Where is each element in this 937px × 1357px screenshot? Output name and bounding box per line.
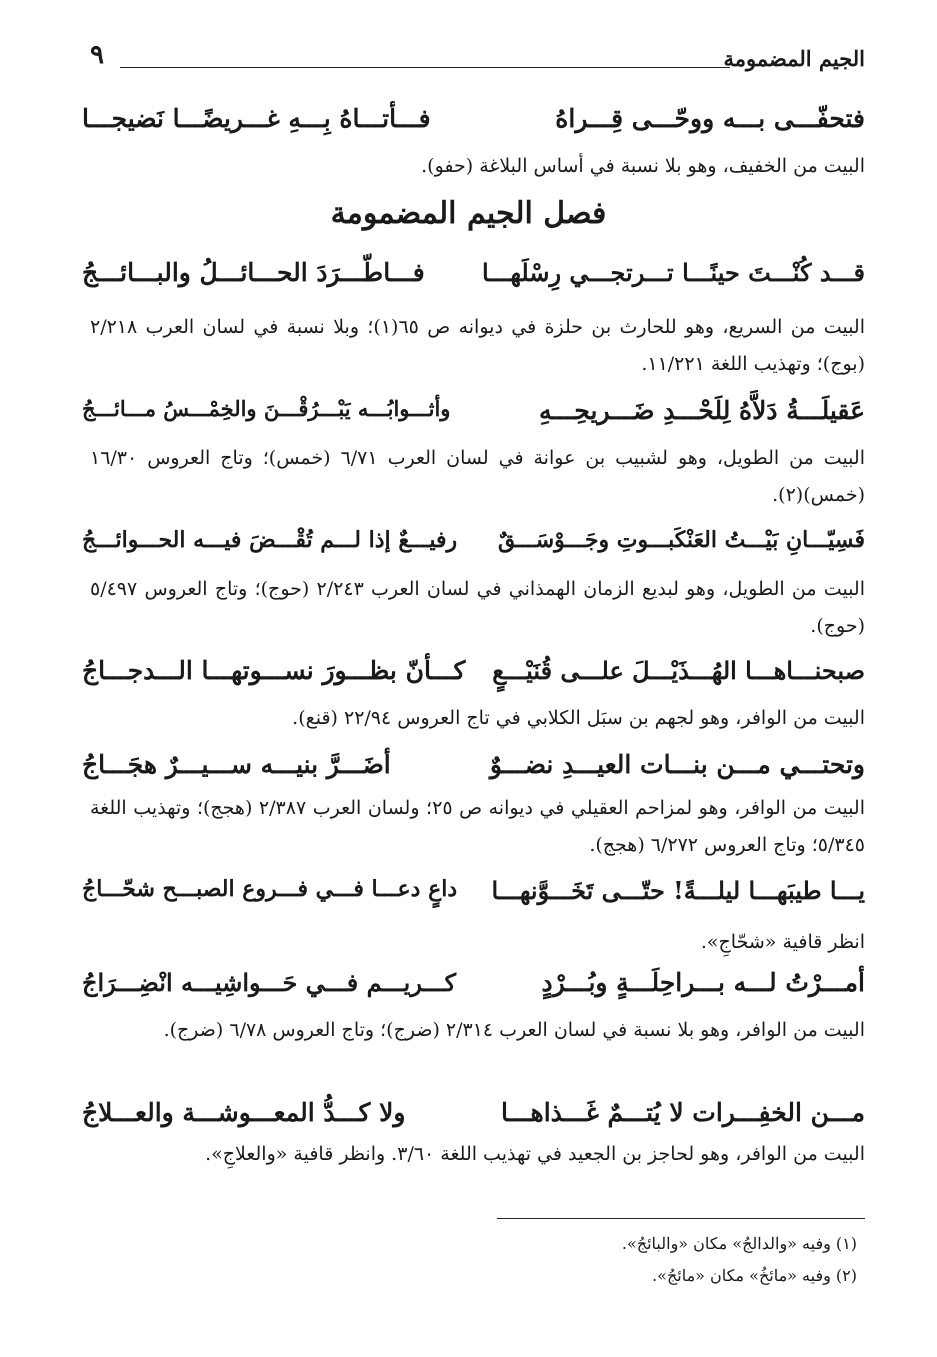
- verse-line: [82, 258, 865, 304]
- verse-line: [82, 396, 865, 442]
- second-hemistich: ولا كـــدُّ المعـــوشـــة والعـــلاجُ: [82, 1098, 406, 1127]
- first-hemistich: عَقيلَـــةُ دَلاَّهُ لِلَحْـــدِ ضَـــريحِـــهِ: [539, 396, 865, 425]
- first-hemistich: فتحفّـــى بـــه ووحّـــى قِـــراهُ: [555, 104, 865, 133]
- verse-note: البيت من الطويل، وهو لبديع الزمان الهمذاني في لسان العرب ٢/٢٤٣ (حوج)؛ وتاج العروس ٥/٤٩٧ (حوج).: [90, 578, 865, 637]
- verse-line: [82, 656, 865, 702]
- first-hemistich: مـــن الخفِـــرات لا يُتـــمٌ غَـــذاهـــا: [500, 1098, 865, 1127]
- first-hemistich: فَسِيّـــانِ بَيْـــتُ العَنْكَبـــوتِ وجَـــوْسَـــقٌ: [498, 527, 865, 553]
- second-hemistich: أضَـــرَّ بنيـــه ســـيـــرٌ هجَـــاجُ: [82, 750, 391, 779]
- first-hemistich: وتحتـــي مـــن بنـــات العيـــدِ نضـــوٌ: [489, 750, 865, 779]
- first-hemistich: أمـــرْتُ لـــه بـــراحِلَـــةٍ وبُـــرْدٍ: [541, 968, 865, 997]
- page-number: ٩: [90, 40, 104, 70]
- header-rule: [120, 67, 730, 68]
- footnote: (١) وفيه «والدالجُ» مكان «والبائجُ».: [621, 1234, 857, 1253]
- verse-note: البيت من السريع، وهو للحارث بن حلزة في ديوانه ص ٦٥(١)؛ وبلا نسبة في لسان العرب ٢/٢١٨ (بوج)؛ وتهذيب اللغة ١١/٢٢١.: [90, 316, 866, 375]
- second-hemistich: فـــاطّـــرَدَ الحـــائـــلُ والبـــائـــجُ: [82, 258, 425, 287]
- verse-line: [82, 527, 865, 573]
- first-hemistich: صبحنـــاهـــا الهُـــذَيْـــلَ علـــى قُنَيْـــعٍ: [492, 656, 865, 685]
- verse-line: [82, 968, 865, 1014]
- verse-note: انظر قافية «شحّاجِ».: [700, 931, 865, 953]
- verse-note: البيت من الوافر، وهو بلا نسبة في لسان العرب ٢/٣١٤ (ضرج)؛ وتاج العروس ٦/٧٨ (ضرج).: [163, 1019, 865, 1041]
- second-hemistich: وأثـــوابُـــه يَبْـــرُقْـــنَ والخِمْـــسُ مـــائـــجُ: [82, 396, 451, 421]
- verse-note: البيت من الطويل، وهو لشبيب بن عوانة في لسان العرب ٦/٧١ (خمس)؛ وتاج العروس ١٦/٣٠ (خمس)(٢).: [90, 447, 865, 506]
- first-hemistich: قـــد كُنْـــتَ حينًـــا تـــرتجـــي رِسْلَهـــا: [481, 258, 865, 287]
- second-hemistich: داعٍ دعـــا فـــي فـــروع الصبـــح شحّـــاجُ: [82, 876, 458, 902]
- verse-note: البيت من الخفيف، وهو بلا نسبة في أساس البلاغة (حفو).: [421, 155, 865, 177]
- footnote: (٢) وفيه «مائخُ» مكان «مائجُ».: [652, 1266, 857, 1285]
- section-title: فصل الجيم المضمومة: [330, 196, 607, 231]
- first-hemistich: يـــا طيبَهـــا ليلـــةً! حتّـــى تَخَـــوَّنهـــا: [491, 876, 865, 905]
- running-title: الجيم المضمومة: [723, 46, 865, 71]
- running-header: [90, 40, 865, 76]
- second-hemistich: فـــأتـــاهُ بِـــهِ غـــريضًـــا نَضيجـــا: [82, 104, 431, 133]
- verse-note: البيت من الوافر، وهو لجهم بن سبَل الكلابي في تاج العروس ٢٢/٩٤ (قنع).: [292, 707, 865, 729]
- verse-line: [82, 876, 865, 922]
- second-hemistich: كـــأنّ بظـــورَ نســـوتهـــا الـــدجـــاجُ: [82, 656, 466, 685]
- verse-note: البيت من الوافر، وهو لمزاحم العقيلي في ديوانه ص ٢٥؛ ولسان العرب ٢/٣٨٧ (هجج)؛ وتهذيب اللغة ٥/٣٤٥؛ وتاج العروس ٦/٢٧٢ (هجج).: [90, 797, 866, 856]
- second-hemistich: كـــريـــم فـــي حَـــواشِيـــه انْضِـــرَاجُ: [82, 968, 457, 997]
- verse-note: البيت من الوافر، وهو لحاجز بن الجعيد في تهذيب اللغة ٣/٦٠. وانظر قافية «والعلاجِ».: [205, 1143, 865, 1165]
- verse-line: [82, 104, 865, 150]
- footnote-rule: [497, 1218, 865, 1219]
- second-hemistich: رفيـــعٌ إذا لـــم تُقْـــضَ فيـــه الحـــوائـــجُ: [82, 527, 458, 553]
